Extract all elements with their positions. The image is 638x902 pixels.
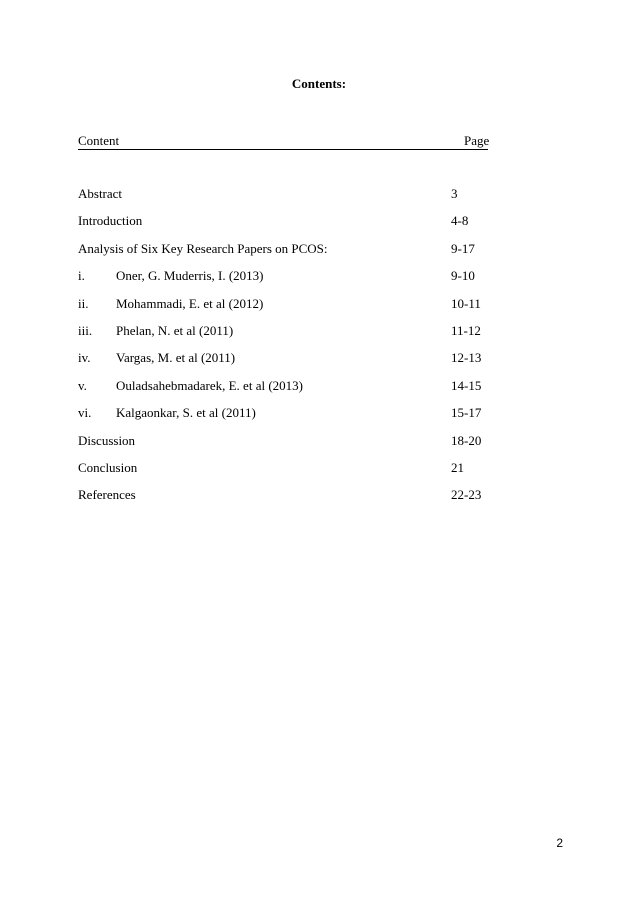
toc-entry-label: Vargas, M. et al (2011) <box>116 350 236 366</box>
toc-entry-references <box>78 487 538 514</box>
contents-header <box>78 133 488 150</box>
toc-entry-page: 11-12 <box>451 322 481 338</box>
toc-entry-page: 15-17 <box>451 405 482 421</box>
toc-subentry-6 <box>78 405 538 432</box>
toc-entry-label: Ouladsahebmadarek, E. et al (2013) <box>116 377 303 393</box>
contents-title: Contents: <box>291 76 347 91</box>
toc-entry-numeral: ii. <box>78 295 89 311</box>
toc-entry-numeral: i. <box>78 268 85 284</box>
toc-entry-conclusion <box>78 460 538 487</box>
toc-entry-label: Phelan, N. et al (2011) <box>116 322 234 338</box>
table-of-contents <box>78 186 538 515</box>
page-column-header: Page <box>464 133 490 148</box>
toc-entry-page: 12-13 <box>451 350 482 366</box>
toc-entry-label: Discussion <box>78 432 136 448</box>
toc-subentry-2 <box>78 296 538 323</box>
toc-entry-label: Abstract <box>78 186 123 201</box>
toc-entry-page: 10-11 <box>451 295 481 311</box>
toc-entry-page: 9-17 <box>451 240 475 256</box>
toc-entry-page: 9-10 <box>451 268 475 284</box>
toc-entry-page: 14-15 <box>451 377 482 393</box>
toc-entry-numeral: iv. <box>78 350 91 366</box>
toc-subentry-4 <box>78 350 538 377</box>
toc-entry-abstract <box>78 186 538 213</box>
toc-entry-page: 3 <box>451 186 458 201</box>
toc-entry-numeral: v. <box>78 377 87 393</box>
toc-entry-label: Conclusion <box>78 459 138 475</box>
toc-entry-numeral: vi. <box>78 405 92 421</box>
toc-entry-page: 18-20 <box>451 432 482 448</box>
toc-entry-label: Analysis of Six Key Research Papers on PCOS: <box>78 240 328 256</box>
toc-entry-label: Introduction <box>78 213 143 229</box>
toc-entry-page: 21 <box>451 459 464 475</box>
toc-subentry-3 <box>78 323 538 350</box>
toc-entry-label: Mohammadi, E. et al (2012) <box>116 295 264 311</box>
toc-entry-introduction <box>78 213 538 240</box>
toc-entry-page: 4-8 <box>451 213 469 229</box>
toc-entry-discussion <box>78 433 538 460</box>
content-column-header: Content <box>78 133 120 148</box>
toc-entry-label: Oner, G. Muderris, I. (2013) <box>116 268 264 284</box>
toc-entry-label: Kalgaonkar, S. et al (2011) <box>116 405 256 421</box>
toc-subentry-5 <box>78 378 538 405</box>
toc-entry-numeral: iii. <box>78 322 93 338</box>
toc-entry-analysis <box>78 241 538 268</box>
toc-entry-label: References <box>78 487 136 503</box>
toc-subentry-1 <box>78 268 538 295</box>
toc-entry-page: 22-23 <box>451 487 482 503</box>
page-number: 2 <box>556 836 563 850</box>
